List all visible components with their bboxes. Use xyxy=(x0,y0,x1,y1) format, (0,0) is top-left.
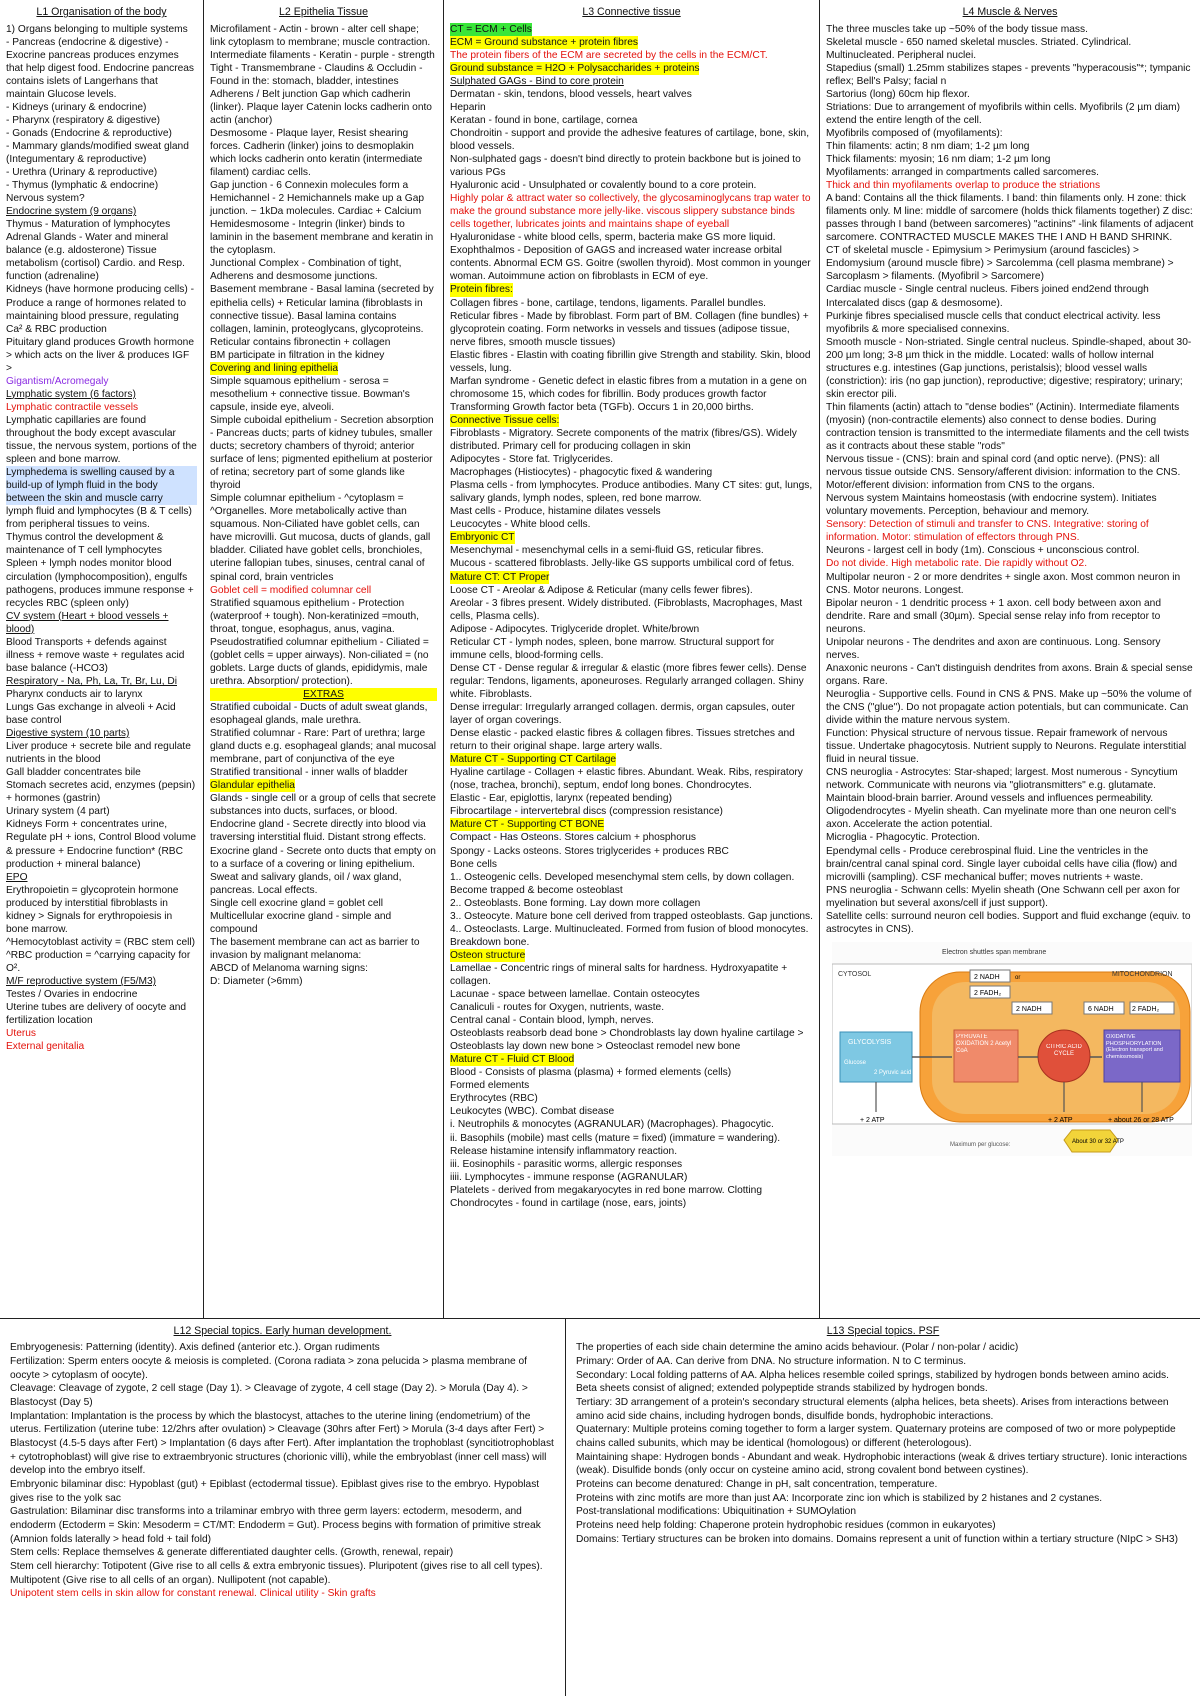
text-line: Tertiary: 3D arrangement of a protein's secondary structural elements (alpha helices, beta sheets). Arises from interactions between amino acid side chains, including hydrogen bonds, disulfide bonds, hydrophobic interactions. xyxy=(576,1396,1169,1422)
text-line: External genitalia xyxy=(6,1041,85,1053)
text-line: Protein fibres: xyxy=(450,284,513,296)
text-line: Embryonic bilaminar disc: Hypoblast (gut) + Epiblast (ectodermal tissue). Epiblast gives rise to the embryo. Hypoblast gives rise to the yolk sac xyxy=(10,1478,540,1504)
fadh-label-2: 2 FADH₂ xyxy=(1132,1005,1160,1013)
text-line: ECM = Ground substance + protein fibres xyxy=(450,36,639,48)
text-line: Areolar - 3 fibres present. Widely distributed. (Fibroblasts, Macrophages, Mast cells, Plasma cells). xyxy=(450,597,803,622)
column-title: L2 Epithelia Tissue xyxy=(279,6,368,18)
oxidative-phosphorylation-label: OXIDATIVE PHOSPHORYLATION (Electron transport and chemiosmosis) xyxy=(1106,1033,1163,1060)
text-line: Dermatan - skin, tendons, blood vessels, heart valves xyxy=(450,88,692,100)
text-line: Simple cuboidal epithelium - Secretion absorption - Pancreas ducts; parts of kidney tubules, smaller ducts; secretory chambers of thyroid; anterior surface of lens; pigmented epithelium at posterior of retina; secretory part of some glands like thyroid xyxy=(210,414,434,492)
text-line: Spleen + lymph nodes monitor blood circulation (lymphocomposition), engulfs pathogens, produces immune response + recycles RBC (spleen only) xyxy=(6,558,194,609)
text-line: PNS neuroglia - Schwann cells: Myelin sheath (One Schwann cell per axon for myelination but several axons/cell if just support). xyxy=(826,884,1180,909)
text-line: i. Neutrophils & monocytes (AGRANULAR) (Macrophages). Phagocytic. xyxy=(450,1119,774,1131)
text-line: Stratified columnar - Rare: Part of urethra; large gland ducts e.g. esophageal glands; anal mucosal membrane, part of conjunctiva of the eye xyxy=(210,728,436,766)
text-line: Uterus xyxy=(6,1028,37,1040)
text-line: Pharynx conducts air to larynx xyxy=(6,688,143,700)
text-line: Primary: Order of AA. Can derive from DNA. No structure information. N to C terminus. xyxy=(576,1355,967,1367)
text-line: 4.. Osteoclasts. Large. Multinucleated. Formed from fusion of blood monocytes. Breakdown bone. xyxy=(450,923,809,948)
text-line: Unipotent stem cells in skin allow for constant renewal. Clinical utility - Skin grafts xyxy=(10,1588,376,1600)
text-line: Osteon structure xyxy=(450,949,526,961)
text-line: Stapedius (small) 1.25mm stabilizes stapes - prevents "hyperacousis"*; tympanic reflex; Bell's Palsy; facial n xyxy=(826,62,1191,87)
text-line: Pseudostratified columnar epithelium - Ciliated = (goblet cells = upper airways). Non-ciliated = (no goblets. Large ducts of glands, epididymis, male urethra. Absorption/ protection). xyxy=(210,636,429,687)
text-line: Simple squamous epithelium - serosa = mesothelium + connective tissue. Bowman's capsule, inside eye, alveoli. xyxy=(210,375,410,413)
text-line: 3.. Osteocyte. Mature bone cell derived from trapped osteoblasts. Gap junctions. xyxy=(450,910,813,922)
column-l2-epithelia xyxy=(204,0,444,1318)
text-line: - Thymus (lymphatic & endocrine) xyxy=(6,180,159,192)
text-line: Chondroitin - support and provide the adhesive features of cartilage, bone, skin, blood vessels. xyxy=(450,127,810,152)
text-line: Central canal - Contain blood, lymph, nerves. xyxy=(450,1015,654,1027)
text-line: Pituitary gland produces Growth hormone > which acts on the liver & produces IGF > xyxy=(6,336,195,374)
text-line: Cardiac muscle - Single central nucleus. Fibers joined end2end through Intercalated discs (gap & desmosome). xyxy=(826,284,1149,309)
text-line: Lymphedema is swelling caused by a build-up of lymph fluid in the body between the skin and muscle carry xyxy=(6,466,197,505)
text-line: The properties of each side chain determine the amino acids behaviour. (Polar / non-polar / acidic) xyxy=(576,1342,1019,1354)
text-line: Blood - Consists of plasma (plasma) + formed elements (cells) xyxy=(450,1067,732,1079)
text-line: Cleavage: Cleavage of zygote, 2 cell stage (Day 1). > Cleavage of zygote, 4 cell stage (Day 2). > Morula (Day 4). > Blastocyst (Day 5) xyxy=(10,1383,528,1408)
text-line: Chondrocytes - found in cartilage (nose, ears, joints) xyxy=(450,1197,687,1209)
column-title: L13 Special topics. PSF xyxy=(826,1325,940,1337)
text-line: Thick filaments: myosin; 16 nm diam; 1-2 µm long xyxy=(826,154,1051,166)
text-line: Hemidesmosome - Integrin (linker) binds to laminin in the basement membrane and keratin in the cytoplasm. xyxy=(210,219,434,257)
text-line: Unipolar neurons - The dendrites and axon are continuous. Long. Sensory nerves. xyxy=(826,636,1161,661)
text-line: Exophthalmos - Deposition of GAGS and increased water increase orbital contents. Abnormal ECM GS. Goitre (swollen thyroid). Most common in younger woman. Autoimmune action on fibroblasts in ECM of eye. xyxy=(450,245,811,283)
text-line: 2.. Osteoblasts. Bone forming. Lay down more collagen xyxy=(450,897,701,909)
text-line: Bone cells xyxy=(450,858,498,870)
text-line: Non-sulphated gags - doesn't bind directly to protein backbone but is joined to various PGs xyxy=(450,154,801,179)
column-title: L1 Organisation of the body xyxy=(36,6,167,18)
text-line: Macrophages (Histiocytes) - phagocytic fixed & wandering xyxy=(450,467,713,479)
text-line: Mature CT - Supporting CT BONE xyxy=(450,819,605,831)
text-line: Multipolar neuron - 2 or more dendrites + single axon. Most common neuron in CNS. Motor neurons. Longest. xyxy=(826,571,1181,596)
text-line: Hyaluronic acid - Unsulphated or covalently bound to a core protein. xyxy=(450,180,757,192)
fadh-label-1: 2 FADH₂ xyxy=(974,989,1002,997)
text-line: Mucous - scattered fibroblasts. Jelly-like GS supports umbilical cord of fetus. xyxy=(450,558,795,570)
text-line: Mast cells - Produce, histamine dilates vessels xyxy=(450,506,661,518)
text-line: Stratified squamous epithelium - Protection (waterproof + tough). Non-keratinized =mouth, throat, tongue, esophagus, anus, vagina. xyxy=(210,597,419,635)
atp-total-label: About 30 or 32 ATP xyxy=(1072,1138,1124,1145)
column-title: L3 Connective tissue xyxy=(582,6,681,18)
text-line: M/F reproductive system (F5/M3) xyxy=(6,975,157,987)
text-line: Respiratory - Na, Ph, La, Tr, Br, Lu, Di xyxy=(6,675,177,687)
text-line: Thick and thin myofilaments overlap to produce the striations xyxy=(826,180,1101,192)
text-line: iii. Eosinophils - parasitic worms, allergic responses xyxy=(450,1158,683,1170)
bottom-section xyxy=(0,1318,1200,1696)
text-line: Proteins can become denatured: Change in pH, salt concentration, temperature. xyxy=(576,1478,938,1490)
column-l1-organisation xyxy=(0,0,204,1318)
column-text xyxy=(576,1341,1190,1546)
text-line: Leucocytes - White blood cells. xyxy=(450,519,591,531)
text-line: CNS neuroglia - Astrocytes: Star-shaped; largest. Most numerous - Syncytium network. Communicate with neurons via "gliotransmitters" e.g. glutamate. Maintain blood-brain barrier. Around vessels and influences permeability. xyxy=(826,767,1178,805)
text-line: Lamellae - Concentric rings of mineral salts for hardness. Hydroxyapatite + collagen. xyxy=(450,962,788,987)
text-line: Nervous system? xyxy=(6,193,85,205)
column-text xyxy=(450,23,813,1210)
text-line: Heparin xyxy=(450,101,486,113)
cellular-respiration-diagram xyxy=(832,942,1192,1156)
text-line: Proteins with zinc motifs are more than just AA: Incorporate zinc ion which is stabilized by 2 histanes and 2 cystanes. xyxy=(576,1492,1103,1504)
column-l3-connective xyxy=(444,0,820,1318)
text-line: Mesenchymal - mesenchymal cells in a semi-fluid GS, reticular fibres. xyxy=(450,545,764,557)
text-line: Adipose - Adipocytes. Triglyceride droplet. White/brown xyxy=(450,623,700,635)
text-line: Satellite cells: surround neuron cell bodies. Support and fluid exchange (equiv. to astrocytes in CNS). xyxy=(826,910,1191,935)
text-line: - Gonads (Endocrine & reproductive) xyxy=(6,127,172,139)
text-line: Adrenal Glands - Water and mineral balance (e.g. aldosterone) Tissue metabolism (cortisol) Cardio. and Resp. function (adrenaline) xyxy=(6,232,185,283)
text-line: Ground substance = H2O + Polysaccharides + proteins xyxy=(450,62,700,74)
text-line: Goblet cell = modified columnar cell xyxy=(210,584,372,596)
text-line: Proteins need help folding: Chaperone protein hydrophobic residues (common in eukaryotes) xyxy=(576,1519,996,1531)
text-line: 1.. Osteogenic cells. Developed mesenchymal stem cells, by down collagen. Become trapped & become osteoblast xyxy=(450,871,795,896)
text-line: The three muscles take up ~50% of the body tissue mass. xyxy=(826,23,1088,35)
text-line: Domains: Tertiary structures can be broken into domains. Domains represent a unit of function within a tertiary structure (NIpC > SH3) xyxy=(576,1533,1178,1545)
nadh-label-1: 2 NADH xyxy=(974,973,1000,981)
text-line: Fibrocartilage - intervertebral discs (compression resistance) xyxy=(450,806,723,818)
text-line: Sartorius (long) 60cm hip flexor. xyxy=(826,88,970,100)
text-line: Spongy - Lacks osteons. Stores triglycerides + produces RBC xyxy=(450,845,729,857)
glucose-label: Glucose xyxy=(844,1059,867,1066)
text-line: Embryonic CT xyxy=(450,532,515,544)
text-line: Erythrocytes (RBC) xyxy=(450,1093,538,1105)
text-line: Digestive system (10 parts) xyxy=(6,728,130,740)
text-line: Thymus control the development & maintenance of T cell lymphocytes xyxy=(6,532,164,557)
text-line: Formed elements xyxy=(450,1080,530,1092)
text-line: Thin filaments (actin) attach to "dense bodies" (Actinin). Intermediate filaments (myosin) (non-contractile elements) also connect to dense bodies. During contraction tension is transmitted to the intermediate filaments and the cell twists as it contracts about these stable "rods" xyxy=(826,401,1189,453)
text-line: Basement membrane - Basal lamina (secreted by epithelia cells) + Reticular lamina (fibroblasts in connective tissue). Basal lamina contains collagen, laminin, proteoglycans, glycoproteins. Reticular contains fibronectin + collagen xyxy=(210,284,434,348)
text-line: Myofibrils composed of (myofilaments): xyxy=(826,127,1003,139)
text-line: Kidneys (have hormone producing cells) - Produce a range of hormones related to maintaining blood pressure, regulating Ca² & RBC production xyxy=(6,284,194,335)
text-line: lymph fluid and lymphocytes (B & T cells) from peripheral tissues to veins. xyxy=(6,506,192,531)
text-line: Compact - Has Osteons. Stores calcium + phosphorus xyxy=(450,832,697,844)
text-line: Hyaluronidase - white blood cells, sperm, bacteria make GS more liquid. xyxy=(450,232,776,244)
text-line: D: Diameter (>6mm) xyxy=(210,975,303,987)
column-title: L12 Special topics. Early human development. xyxy=(173,1325,392,1337)
text-line: EXTRAS xyxy=(210,688,437,701)
text-line: Embryogenesis: Patterning (identity). Axis defined (anterior etc.). Organ rudiments xyxy=(10,1342,380,1354)
text-line: Stomach secretes acid, enzymes (pepsin) + hormones (gastrin) xyxy=(6,780,196,805)
text-line: Dense elastic - packed elastic fibres & collagen fibres. Tissues stretches and return to their original shape. large artery walls. xyxy=(450,728,795,753)
text-line: Implantation: Implantation is the process by which the blastocyst, attaches to the uterine lining (endometrium) of the uterus. Fertilization (uterine tube: 12/2hrs after ovulation) > Cleavage (30hrs after Fert) > Morula (3-4 days after Fert) > Blastocyst (4.5-5 days after Fert) > Implantation (6 days after Fert). After implantation the trophoblast (syncitiotrophoblast + cytotrophoblast) will give rise to extraembryonic structures (chorionic villi), while the embryoblast (inner cell mass) will develop into the embryo itself. xyxy=(10,1410,554,1477)
text-line: Plasma cells - from lymphocytes. Produce antibodies. Many CT sites: gut, lungs, salivary glands, lymph nodes, spleen, red bone marrow. xyxy=(450,480,813,505)
text-line: Glands - single cell or a group of cells that secrete substances into ducts, surfaces, or blood. xyxy=(210,793,436,818)
text-line: Liver produce + secrete bile and regulate nutrients in the blood xyxy=(6,741,191,766)
text-line: - Kidneys (urinary & endocrine) xyxy=(6,101,147,113)
text-line: Gap junction - 6 Connexin molecules form a Hemichannel - 2 Hemichannels make up a Gap junction. ~ 1kDa molecules. Cardiac + Calcium xyxy=(210,180,425,218)
text-line: Striations: Due to arrangement of myofibrils within cells. Myofibrils (2 µm diam) extend the entire length of the cell. xyxy=(826,101,1181,126)
text-line: Sensory: Detection of stimuli and transfer to CNS. Integrative: storing of information. Motor: stimulation of effectors through PNS. xyxy=(826,519,1149,544)
mitochondrion-label: MITOCHONDRION xyxy=(1112,970,1173,978)
atp-label-1: + 2 ATP xyxy=(860,1116,885,1124)
text-line: - Pharynx (respiratory & digestive) xyxy=(6,114,160,126)
text-line: Reticular CT - lymph nodes, spleen, bone marrow. Structural support for immune cells, blood-forming cells. xyxy=(450,636,775,661)
column-text xyxy=(10,1341,555,1601)
text-line: Fertilization: Sperm enters oocyte & meiosis is completed. (Corona radiata > zona pelucida > plasma membrane of oocyte > cytoplasm of oocyte). xyxy=(10,1355,527,1381)
text-line: Mature CT: CT Proper xyxy=(450,571,550,583)
nadh-label-3: 6 NADH xyxy=(1088,1005,1114,1013)
text-line: Stem cell hierarchy: Totipotent (Give rise to all cells & extra embryonic tissues). Pluripotent (gives rise to all cell types). Multipotent (Give rise to all cells of an organ). Nullipotent (not capable). xyxy=(10,1560,543,1586)
text-line: Leukocytes (WBC). Combat disease xyxy=(450,1106,615,1118)
text-line: Stem cells: Replace themselves & generate differentiated daughter cells. (Growth, renewal, repair) xyxy=(10,1547,454,1559)
text-line: Dense CT - Dense regular & irregular & elastic (more fibres fewer cells). Dense regular: Tendons, ligaments, aponeuroses. Regularly arranged collagen. Shiny white. Fibroblasts. xyxy=(450,662,807,700)
text-line: Glandular epithelia xyxy=(210,780,295,792)
text-line: Oligodendrocytes - Myelin sheath. Can myelinate more than one neuron cell's axon. Accelerate the action potential. xyxy=(826,806,1177,831)
text-line: Thin filaments: actin; 8 nm diam; 1-2 µm long xyxy=(826,140,1030,152)
text-line: Lungs Gas exchange in alveoli + Acid base control xyxy=(6,701,176,727)
shuttle-label: Electron shuttles span membrane xyxy=(942,948,1047,956)
text-line: Endocrine system (9 organs) xyxy=(6,206,137,218)
text-line: Stratified cuboidal - Ducts of adult sweat glands, esophageal glands, male urethra. xyxy=(210,701,428,727)
text-line: ^Hemocytoblast activity = (RBC stem cell) ^RBC production = ^carrying capacity for O². xyxy=(6,936,196,974)
text-line: Canaliculi - routes for Oxygen, nutrients, waste. xyxy=(450,1002,665,1014)
citric-acid-cycle-label: CITRIC ACID CYCLE xyxy=(1046,1043,1082,1058)
text-line: Exocrine gland - Secrete onto ducts that empty on to a surface of a covering or lining epithelium. Sweat and salivary glands, oil / wax gland, pancreas. Local effects. xyxy=(210,845,436,896)
text-line: Connective Tissue cells: xyxy=(450,414,560,426)
text-line: Single cell exocrine gland = goblet cell xyxy=(210,897,384,909)
text-line: Intermediate filaments - Keratin - purple - strength xyxy=(210,49,435,61)
text-line: CV system (Heart + blood vessels + blood) xyxy=(6,610,169,635)
column-l12-development xyxy=(0,1318,566,1696)
text-line: Simple columnar epithelium - ^cytoplasm = ^Organelles. More metabolically active than squamous. Non-Ciliated have goblet cells, can have microvilli. Gut mucosa, ducts of glands, gall bladder. Ciliated have goblet cells, bronchioles, uterine fallopian tubes, sinuses, central canal of spinal cord, brain ventricles xyxy=(210,493,431,583)
text-line: Bipolar neuron - 1 dendritic process + 1 axon. cell body between axon and dendrite. Rare and small (30µm). Special sense relay info from receptor to neurons. xyxy=(826,597,1161,635)
text-line: 1) Organs belonging to multiple systems xyxy=(6,23,188,35)
text-line: iiii. Lymphocytes - immune response (AGRANULAR) xyxy=(450,1171,688,1183)
text-line: Hyaline cartilage - Collagen + elastic fibres. Abundant. Weak. Ribs, respiratory (nose, trachea, bronchi), septum, endof long bones. Chondrocytes. xyxy=(450,767,803,792)
text-line: EPO xyxy=(6,871,28,883)
pyruvate-label: 2 Pyruvic acid xyxy=(874,1069,912,1076)
text-line: Adipocytes - Store fat. Triglycerides. xyxy=(450,454,614,466)
text-line: Lymphatic capillaries are found throughout the body except avascular tissue, the nervous system, portions of the spleen and bone marrow. xyxy=(6,414,197,466)
text-line: Nervous system Maintains homeostasis (with endocrine system). Initiates voluntary movements. Perception, behaviour and memory. xyxy=(826,493,1157,518)
text-line: Collagen fibres - bone, cartilage, tendons, ligaments. Parallel bundles. xyxy=(450,297,766,309)
text-line: Platelets - derived from megakaryocytes in red bone marrow. Clotting xyxy=(450,1184,762,1196)
text-line: Loose CT - Areolar & Adipose & Reticular (many cells fewer fibres). xyxy=(450,584,753,596)
column-text xyxy=(826,23,1194,936)
text-line: ABCD of Melanoma warning signs: xyxy=(210,962,368,974)
cytosol-label: CYTOSOL xyxy=(838,970,872,978)
text-line: Neurons - largest cell in body (1m). Conscious + unconscious control. xyxy=(826,545,1140,557)
or-label: or xyxy=(1015,974,1021,981)
text-line: Secondary: Local folding patterns of AA. Alpha helices resemble coiled springs, stabilized by hydrogen bonds between amino acids. Beta sheets consist of aligned; extended polypeptide strands stabilized by hydrogen bonds. xyxy=(576,1369,1169,1395)
text-line: Myofilaments: arranged in compartments called sarcomeres. xyxy=(826,167,1099,179)
text-line: Dense irregular: Irregularly arranged collagen. dermis, organ capsules, outer layer of organ coverings. xyxy=(450,701,795,727)
column-text xyxy=(210,23,437,988)
text-line: Gigantism/Acromegaly xyxy=(6,375,109,387)
text-line: Desmosome - Plaque layer, Resist shearing forces. Cadherin (linker) joins to desmoplakin which locks cadherin onto keratin (intermediate filament) cardiac cells. xyxy=(210,127,423,179)
column-title: L4 Muscle & Nerves xyxy=(962,6,1058,18)
text-line: The protein fibers of the ECM are secreted by the cells in the ECM/CT. xyxy=(450,49,768,61)
text-line: Lymphatic contractile vessels xyxy=(6,401,139,413)
text-line: Endocrine gland - Secrete directly into blood via traversing interstitial fluid. Distant strong effects. xyxy=(210,819,427,844)
text-line: Adherens / Belt junction Gap which cadherin (linker). Plaque layer Catenin locks cadherin onto actin (anchor) xyxy=(210,88,432,126)
column-text xyxy=(6,23,197,1054)
text-line: Covering and lining epithelia xyxy=(210,362,338,374)
text-line: Elastic fibres - Elastin with coating fibrillin give Strength and stability. Skin, blood vessels, lung. xyxy=(450,349,811,374)
text-line: Skeletal muscle - 650 named skeletal muscles. Striated. Cylindrical. Multinucleated. Peripheral nuclei. xyxy=(826,36,1132,61)
text-line: Highly polar & attract water so collectively, the glycosaminoglycans trap water to make the ground substance more jelly-like. viscous slippery substance binds cells together, lubricates joints and maintains shape of eyeball xyxy=(450,193,811,231)
text-line: Do not divide. High metabolic rate. Die rapidly without O2. xyxy=(826,558,1088,570)
glycolysis-label: GLYCOLYSIS xyxy=(848,1038,892,1046)
text-line: - Pancreas (endocrine & digestive) - Exocrine pancreas produces enzymes that help digest food. Endocrine pancreas contains islets of Langerhans that maintain Glucose levels. xyxy=(6,36,195,100)
text-line: Gastrulation: Bilaminar disc transforms into a trilaminar embryo with three germ layers: ectoderm, mesoderm, and endoderm (Ectoderm = Skin: Mesoderm = CT/MT: Endoderm = Gut). Process begins with formation of primitive streak (Amnion folds laterally > head fold + tail fold) xyxy=(10,1506,541,1545)
text-line: Kidneys Form + concentrates urine, Regulate pH + ions, Control Blood volume & pressure + Endocrine function* (RBC production + mineral balance) xyxy=(6,819,196,870)
text-line: Thymus - Maturation of lymphocytes xyxy=(6,219,171,231)
text-line: Uterine tubes are delivery of oocyte and fertilization location xyxy=(6,1002,187,1027)
text-line: Marfan syndrome - Genetic defect in elastic fibres from a mutation in a gene on chromosome 15, which codes for fibrillin. Body produces growth factor Transforming Growth factor beta (TGFb). Occurs 1 in 20,000 births. xyxy=(450,375,807,413)
text-line: Fibroblasts - Migratory. Secrete components of the matrix (fibres/GS). Widely distributed. Primary cell for producing collagen in skin xyxy=(450,428,797,453)
text-line: Nervous tissue - (CNS): brain and spinal cord (and optic nerve). (PNS): all nervous tissue outside CNS. Sensory/afferent division: information to the CNS. Motor/efferent division: information from CNS to the organs. xyxy=(826,454,1181,492)
text-line: A band: Contains all the thick filaments. I band: thin filaments only. H zone: thick filaments only. M line: middle of sarcomere (holds thick filaments together) Z disc: passes through I band (between sarcomeres) "actinins" -link filaments of adjacent sarcomere. CONTRACTED MUSCLE MAKES THE I AND H BAND SHRINK. xyxy=(826,193,1194,244)
text-line: ii. Basophils (mobile) mast cells (mature = fixed) (immature = wandering). Release histamine intensify inflammatory reaction. xyxy=(450,1132,781,1157)
text-line: Lacunae - space between lamellae. Contain osteocytes xyxy=(450,989,700,1001)
column-l4-muscle-nerves xyxy=(820,0,1200,1318)
column-l13-protein-folding xyxy=(566,1318,1200,1696)
text-line: CT = ECM + Cells xyxy=(450,23,532,35)
text-line: Osteoblasts reabsorb dead bone > Chondroblasts lay down hyaline cartilage > Osteoblasts lay down new bone > Osteoclast remodel new bone xyxy=(450,1028,804,1053)
maximum-per-glucose-label: Maximum per glucose: xyxy=(950,1141,1011,1148)
text-line: - Urethra (Urinary & reproductive) xyxy=(6,167,158,179)
pyruvate-oxidation-label: PYRUVATE OXIDATION 2 Acetyl CoA xyxy=(956,1033,1012,1055)
text-line: Function: Physical structure of nervous tissue. Repair framework of nervous tissue. Undertake phagocytosis. Nutrient supply to Neurons. Regulate interstitial fluid in neural tissue. xyxy=(826,728,1187,766)
text-line: Gall bladder concentrates bile xyxy=(6,767,141,779)
text-line: Multicellular exocrine gland - simple and compound xyxy=(210,910,392,935)
nadh-label-2: 2 NADH xyxy=(1016,1005,1042,1013)
text-line: Testes / Ovaries in endocrine xyxy=(6,989,138,1001)
text-line: Purkinje fibres specialised muscle cells that conduct electrical activity. less myofibrils & more specialised connexins. xyxy=(826,310,1161,335)
text-line: Stratified transitional - inner walls of bladder xyxy=(210,767,408,779)
atp-label-2: + 2 ATP xyxy=(1048,1116,1073,1124)
text-line: Junctional Complex - Combination of tight, Adherens and desmosome junctions. xyxy=(210,258,402,283)
text-line: Anaxonic neurons - Can't distinguish dendrites from axons. Brain & special sense organs. Rare. xyxy=(826,662,1193,687)
atp-label-3: + about 26 or 28 ATP xyxy=(1108,1116,1174,1124)
text-line: Lymphatic system (6 factors) xyxy=(6,388,136,400)
text-line: Keratan - found in bone, cartilage, cornea xyxy=(450,114,638,126)
text-line: CT of skeletal muscle - Epimysium > Perimysium (around fascicles) > Endomysium (around muscle fibre) > Sarcolemma (cell plasma membrane) > Sarcoplasm > filaments. (Myofibril > Sarcomere) xyxy=(826,245,1174,283)
text-line: Mature CT - Supporting CT Cartilage xyxy=(450,754,617,766)
text-line: Elastic - Ear, epiglottis, larynx (repeated bending) xyxy=(450,793,672,805)
text-line: - Mammary glands/modified sweat gland (Integumentary & reproductive) xyxy=(6,140,189,166)
text-line: Mature CT - Fluid CT Blood xyxy=(450,1054,575,1066)
text-line: Erythropoietin = glycoprotein hormone produced by interstitial fibroblasts in kidney > Signals for erythropoiesis in bone marrow. xyxy=(6,884,179,935)
text-line: Microglia - Phagocytic. Protection. xyxy=(826,832,981,844)
text-line: Microfilament - Actin - brown - alter cell shape; link cytoplasm to membrane; muscle contraction. xyxy=(210,23,431,48)
text-line: Ependymal cells - Produce cerebrospinal fluid. Line the ventricles in the brain/central canal spinal cord. Single layer cuboidal cells have cilia (flow) and microvilli (sampling). CSF mechanical buffer; moves nutrients + waste. xyxy=(826,845,1178,883)
text-line: Smooth muscle - Non-striated. Single central nucleus. Spindle-shaped, about 30-200 µm long; 3-8 µm thick in the middle. Located: walls of hollow internal structures e.g. intestines (Gap junctions, peristalsis); blood vessel walls (constriction): iris (no gap junction), reproductive; digestive; respiratory; urinary; skin erector pili. xyxy=(826,336,1192,400)
text-line: Reticular fibres - Made by fibroblast. Form part of BM. Collagen (fine bundles) + glycoprotein coating. Form networks in vessels and tissues (adipose tissue, nerve fibres, smooth muscle tissues) xyxy=(450,310,809,348)
text-line: Blood Transports + defends against illness + remove waste + regulates acid base balance (-HCO3) xyxy=(6,636,185,674)
text-line: Sulphated GAGs - Bind to core protein xyxy=(450,75,624,87)
text-line: Tight - Transmembrane - Claudins & Occludin - Found in the: stomach, bladder, intestines xyxy=(210,62,423,87)
text-line: Neuroglia - Supportive cells. Found in CNS & PNS. Make up ~50% the volume of the CNS ("glue"). Do not propagate action potentials, but can communicate. Can divide within the mature nervous system. xyxy=(826,688,1192,727)
text-line: Post-translational modifications: Ubiquitination + SUMOylation xyxy=(576,1506,857,1518)
text-line: Quaternary: Multiple proteins coming together to form a larger system. Quaternary proteins are composed of two or more polypeptide chains called subunits, which may be identical (homologous) or different (heterologous). xyxy=(576,1424,1176,1449)
text-line: The basement membrane can act as barrier to invasion by malignant melanoma: xyxy=(210,936,420,961)
text-line: BM participate in filtration in the kidney xyxy=(210,349,385,361)
text-line: Maintaining shape: Hydrogen bonds - Abundant and weak. Hydrophobic interactions (weak & drives tertiary structure). Ionic interactions (weak). Disulfide bonds (only occur on cysteine amino acid, strong covalent bond between cystines). xyxy=(576,1451,1188,1477)
text-line: Urinary system (4 part) xyxy=(6,806,110,818)
